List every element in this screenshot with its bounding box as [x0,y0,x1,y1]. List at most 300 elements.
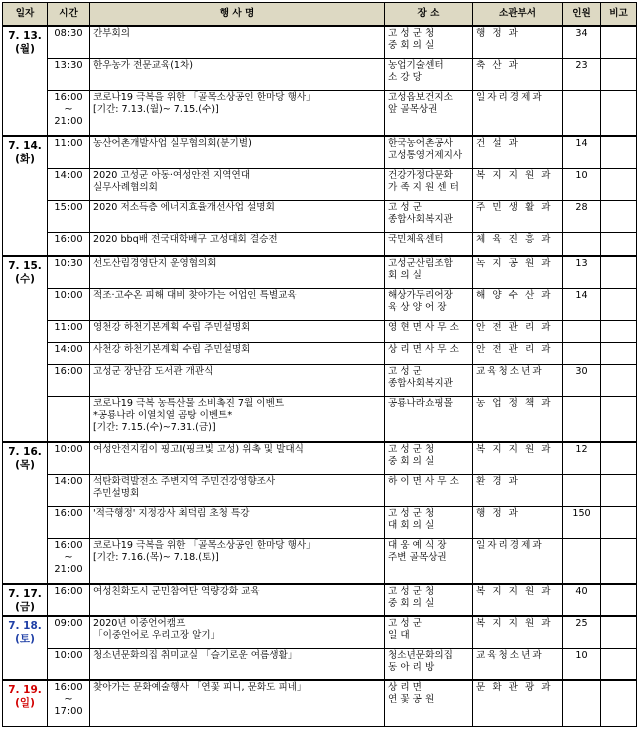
note-cell [601,396,637,442]
time-cell [48,256,90,288]
venue-text: 대 웅 예 식 장 [388,539,447,551]
event-cell [90,168,385,200]
note-cell [601,584,637,616]
weekday-label: (일) [15,697,35,709]
event-text: 실무사례협의회 [93,181,158,193]
note-cell [601,26,637,58]
venue-cell [385,680,473,726]
venue-text: 농업기술센터 [388,59,444,71]
people-count: 10 [575,169,588,181]
venue-text: 고성통영거제지사 [388,150,463,161]
dept-cell [473,506,563,538]
event-text: 농산어촌개발사업 실무협의회(분기별) [93,138,252,149]
event-cell [90,58,385,90]
dept-cell [473,136,563,168]
venue-text: 청소년문화의집 [388,649,453,661]
people-cell [563,168,601,200]
time-text: ~ [64,103,73,115]
event-text: [기간: 7.15.(수)~7.31.(금)] [93,421,216,433]
event-text: 「이중언어로 우리고장 알기」 [93,630,221,641]
venue-text: 중 회 의 실 [388,598,435,609]
dept-cell [473,648,563,680]
time-cell [48,200,90,232]
time-cell [48,506,90,538]
time-text: 21:00 [54,115,83,127]
weekday-label: (화) [15,153,35,165]
table-header-row [3,3,637,27]
people-count: 28 [575,201,588,213]
time-text: 15:00 [54,201,83,213]
event-cell [90,538,385,584]
time-cell [48,616,90,648]
time-text: 17:00 [54,706,83,717]
people-cell [563,320,601,342]
event-text: 영천강 하천기본계획 수립 주민설명회 [93,321,251,333]
venue-text: 중 회 의 실 [388,456,435,467]
dept-cell [473,364,563,396]
note-cell [601,364,637,396]
dept-text: 일자리경제과 [476,539,544,551]
event-text: 2020 고성군 아동·여성안전 지역연대 [93,169,251,181]
venue-cell [385,200,473,232]
venue-text: 중 회 의 실 [388,40,435,51]
note-cell [601,90,637,136]
venue-cell [385,58,473,90]
dept-cell [473,288,563,320]
venue-text: 고 성 군 [388,365,422,377]
table-row [3,648,637,680]
venue-text: 종합사회복지관 [388,213,453,225]
dept-text: 행 정 과 [476,28,520,39]
event-text: '적극행정' 지정강사 최덕림 초청 특강 [93,507,250,519]
note-cell [601,136,637,168]
dept-cell [473,90,563,136]
dept-text: 녹 지 공 원 과 [476,258,553,269]
dept-text: 복 지 지 원 과 [476,444,553,455]
people-cell [563,506,601,538]
dept-text: 농 업 정 책 과 [476,397,553,409]
people-cell [563,442,601,474]
dept-text: 체 육 진 흥 과 [476,233,553,245]
dept-cell [473,168,563,200]
time-cell [48,538,90,584]
table-row [3,168,637,200]
venue-cell [385,538,473,584]
people-cell [563,26,601,58]
venue-text: 국민체육센터 [388,233,444,245]
time-text: 16:00 [54,682,83,693]
venue-cell [385,342,473,364]
date-label: 7. 13. [8,30,42,42]
dept-text: 교육청소년과 [476,649,544,661]
venue-text: 고 성 군 [388,201,422,213]
event-cell [90,364,385,396]
time-text: 16:00 [54,233,83,245]
people-cell [563,256,601,288]
time-cell [48,680,90,726]
time-text: 14:00 [54,169,83,181]
table-row [3,256,637,288]
header-date: 일자 [3,3,48,27]
date-label: 7. 17. [8,588,42,600]
note-cell [601,538,637,584]
dept-cell [473,26,563,58]
note-cell [601,168,637,200]
table-row [3,342,637,364]
event-cell [90,200,385,232]
venue-text: 주변 골목상권 [388,551,447,563]
event-text: 2020 bbq배 전국대학배구 고성대회 결승전 [93,233,278,245]
date-cell [3,680,48,726]
people-cell [563,584,601,616]
table-row [3,538,637,584]
date-cell [3,584,48,616]
dept-cell [473,342,563,364]
header-time: 시간 [48,3,90,27]
people-cell [563,342,601,364]
venue-text: 앞 골목상권 [388,103,438,115]
venue-cell [385,136,473,168]
venue-text: 한국농어촌공사 [388,138,453,149]
venue-text: 회 의 실 [388,270,422,281]
event-cell [90,616,385,648]
event-cell [90,648,385,680]
time-cell [48,90,90,136]
time-text: 16:00 [54,539,83,551]
table-row [3,680,637,726]
event-cell [90,90,385,136]
dept-cell [473,584,563,616]
venue-cell [385,396,473,442]
note-cell [601,200,637,232]
event-text: 2020년 이중언어캠프 [93,618,186,629]
table-row [3,200,637,232]
people-count: 10 [575,649,588,661]
event-text: 2020 저소득층 에너지효율개선사업 설명회 [93,201,275,213]
dept-cell [473,538,563,584]
people-count: 150 [572,507,591,519]
table-row [3,320,637,342]
note-cell [601,648,637,680]
note-cell [601,320,637,342]
dept-cell [473,396,563,442]
date-label: 7. 18. [8,620,42,632]
dept-text: 행 정 과 [476,507,520,519]
dept-text: 환 경 과 [476,475,520,487]
dept-cell [473,474,563,506]
venue-text: 가 족 지 원 센 터 [388,181,459,193]
venue-text: 고성군산림조합 [388,258,453,269]
note-cell [601,342,637,364]
note-cell [601,474,637,506]
event-schedule-table [2,2,637,727]
table-row [3,90,637,136]
event-text: 석탄화력발전소 주변지역 주민건강영향조사 [93,475,276,487]
table-row [3,396,637,442]
venue-cell [385,256,473,288]
event-cell [90,584,385,616]
venue-text: 고 성 군 [388,618,422,629]
event-text: 찾아가는 문화예술행사 「연꽃 피니, 문화도 피네」 [93,682,307,693]
table-row [3,474,637,506]
venue-cell [385,648,473,680]
venue-text: 일 대 [388,630,410,641]
event-text: 코로나19 극복 농특산물 소비촉진 7월 이벤트 [93,397,285,409]
time-text: 10:00 [54,444,83,455]
note-cell [601,256,637,288]
event-text: [기간: 7.16.(목)~ 7.18.(토)] [93,551,219,563]
event-text: 여성안전지킴이 핑고I(핑크빛 고성) 위촉 및 발대식 [93,444,304,455]
event-cell [90,396,385,442]
dept-cell [473,442,563,474]
time-text: 16:00 [54,91,83,103]
event-text: *공룡나라 이열치열 곰탕 이벤트* [93,409,233,421]
event-text: 코로나19 극복을 위한 「골목소상공인 한마당 행사」 [93,539,316,551]
table-row [3,232,637,256]
weekday-label: (토) [15,633,35,645]
date-label: 7. 14. [8,140,42,152]
time-cell [48,58,90,90]
dept-text: 복 지 지 원 과 [476,618,553,629]
event-text: 주민설명회 [93,487,140,499]
dept-text: 교육청소년과 [476,365,544,377]
event-text: [기간: 7.13.(월)~ 7.15.(수)] [93,103,219,115]
venue-text: 고 성 군 청 [388,444,435,455]
time-cell [48,136,90,168]
time-cell [48,232,90,256]
venue-text: 고성읍보건지소 [388,91,453,103]
people-cell [563,538,601,584]
date-label: 7. 19. [8,684,42,696]
event-text: 청소년문화의집 취미교실 「슬기로운 여름생활」 [93,649,298,661]
time-text: 10:00 [54,649,83,661]
venue-text: 건강가정다문화 [388,169,453,181]
dept-text: 안 전 관 리 과 [476,321,553,333]
weekday-label: (금) [15,601,35,613]
venue-cell [385,506,473,538]
venue-text: 하 이 면 사 무 소 [388,475,459,487]
people-count: 23 [575,59,588,71]
people-cell [563,136,601,168]
note-cell [601,288,637,320]
time-text: 10:30 [54,258,83,269]
time-text: 08:30 [54,28,83,39]
weekday-label: (월) [15,43,35,55]
people-cell [563,232,601,256]
date-cell [3,256,48,442]
dept-text: 건 설 과 [476,138,520,149]
venue-text: 고 성 군 청 [388,28,435,39]
date-label: 7. 16. [8,446,42,458]
note-cell [601,616,637,648]
people-count: 30 [575,365,588,377]
table-row [3,584,637,616]
event-cell [90,288,385,320]
event-text: 고성군 장난감 도서관 개관식 [93,365,214,377]
event-cell [90,680,385,726]
dept-text: 해 양 수 산 과 [476,289,553,301]
event-cell [90,256,385,288]
dept-text: 축 산 과 [476,59,520,71]
venue-cell [385,288,473,320]
header-event: 행 사 명 [90,3,385,27]
header-people: 인원 [563,3,601,27]
people-cell [563,364,601,396]
header-note: 비고 [601,3,637,27]
header-venue: 장 소 [385,3,473,27]
event-cell [90,320,385,342]
event-text: 여성친화도시 군민참여단 역량강화 교육 [93,586,260,597]
time-text: 09:00 [54,618,83,629]
dept-cell [473,680,563,726]
time-text: 11:00 [54,138,83,149]
time-text: 21:00 [54,563,83,575]
time-text: 11:00 [54,321,83,333]
venue-cell [385,320,473,342]
dept-cell [473,58,563,90]
venue-text: 상 리 면 [388,682,422,693]
venue-text: 동 아 리 방 [388,661,435,673]
people-count: 12 [575,444,588,455]
date-cell [3,26,48,136]
event-text: 적조·고수온 피해 대비 찾아가는 어업인 특별교육 [93,289,297,301]
table-row [3,58,637,90]
note-cell [601,680,637,726]
event-cell [90,136,385,168]
venue-text: 육 상 양 어 장 [388,301,447,313]
dept-cell [473,320,563,342]
event-cell [90,26,385,58]
event-cell [90,442,385,474]
people-cell [563,648,601,680]
people-cell [563,616,601,648]
people-cell [563,90,601,136]
dept-text: 일자리경제과 [476,91,544,103]
venue-text: 소 강 당 [388,71,422,83]
time-text: 14:00 [54,343,83,355]
event-text: 코로나19 극복을 위한 「골목소상공인 한마당 행사」 [93,91,316,103]
venue-text: 상 리 면 사 무 소 [388,343,459,355]
date-cell [3,616,48,680]
event-text: 사천강 하천기본계획 수립 주민설명회 [93,343,251,355]
schedule-body [3,26,637,726]
people-count: 34 [575,28,588,39]
date-cell [3,136,48,256]
venue-text: 고 성 군 청 [388,507,435,519]
venue-cell [385,26,473,58]
people-cell [563,474,601,506]
note-cell [601,442,637,474]
date-cell [3,442,48,584]
people-cell [563,288,601,320]
venue-cell [385,442,473,474]
note-cell [601,232,637,256]
date-label: 7. 15. [8,260,42,272]
weekday-label: (수) [15,273,35,285]
venue-text: 공룡나라쇼핑몰 [388,397,453,409]
header-dept: 소관부서 [473,3,563,27]
table-row [3,442,637,474]
time-text: ~ [64,551,73,563]
people-cell [563,680,601,726]
venue-cell [385,90,473,136]
event-text: 간부회의 [93,28,131,39]
dept-text: 문 화 관 광 과 [476,682,553,693]
time-text: 14:00 [54,475,83,487]
time-cell [48,396,90,442]
event-cell [90,474,385,506]
dept-cell [473,200,563,232]
table-row [3,616,637,648]
time-cell [48,288,90,320]
venue-text: 고 성 군 청 [388,586,435,597]
dept-text: 주 민 생 활 과 [476,201,553,213]
event-cell [90,342,385,364]
time-cell [48,648,90,680]
venue-text: 대 회 의 실 [388,519,435,531]
table-row [3,26,637,58]
time-text: 16:00 [54,365,83,377]
people-count: 14 [575,138,588,149]
time-cell [48,584,90,616]
venue-cell [385,364,473,396]
venue-text: 해상가두리어장 [388,289,453,301]
time-cell [48,474,90,506]
table-row [3,364,637,396]
table-row [3,506,637,538]
venue-text: 영 현 면 사 무 소 [388,321,459,333]
venue-cell [385,168,473,200]
time-cell [48,320,90,342]
dept-cell [473,256,563,288]
dept-cell [473,616,563,648]
dept-text: 안 전 관 리 과 [476,343,553,355]
time-text: ~ [64,694,73,705]
venue-cell [385,474,473,506]
table-row [3,136,637,168]
note-cell [601,506,637,538]
event-cell [90,232,385,256]
people-count: 14 [575,289,588,301]
event-cell [90,506,385,538]
time-cell [48,26,90,58]
event-text: 한우농가 전문교육(1차) [93,59,194,71]
dept-text: 복 지 지 원 과 [476,169,553,181]
venue-text: 연 꽃 공 원 [388,694,435,705]
dept-text: 복 지 지 원 과 [476,586,553,597]
time-cell [48,342,90,364]
time-text: 16:00 [54,507,83,519]
time-cell [48,168,90,200]
people-cell [563,58,601,90]
time-text: 13:30 [54,59,83,71]
venue-cell [385,232,473,256]
time-cell [48,364,90,396]
people-cell [563,200,601,232]
time-cell [48,442,90,474]
venue-text: 종합사회복지관 [388,377,453,389]
event-text: 선도산림경영단지 운영협의회 [93,258,217,269]
table-row [3,288,637,320]
people-count: 13 [575,258,588,269]
people-count: 25 [575,618,588,629]
note-cell [601,58,637,90]
time-text: 10:00 [54,289,83,301]
people-cell [563,396,601,442]
weekday-label: (목) [15,459,35,471]
time-text: 16:00 [54,586,83,597]
people-count: 40 [575,586,588,597]
